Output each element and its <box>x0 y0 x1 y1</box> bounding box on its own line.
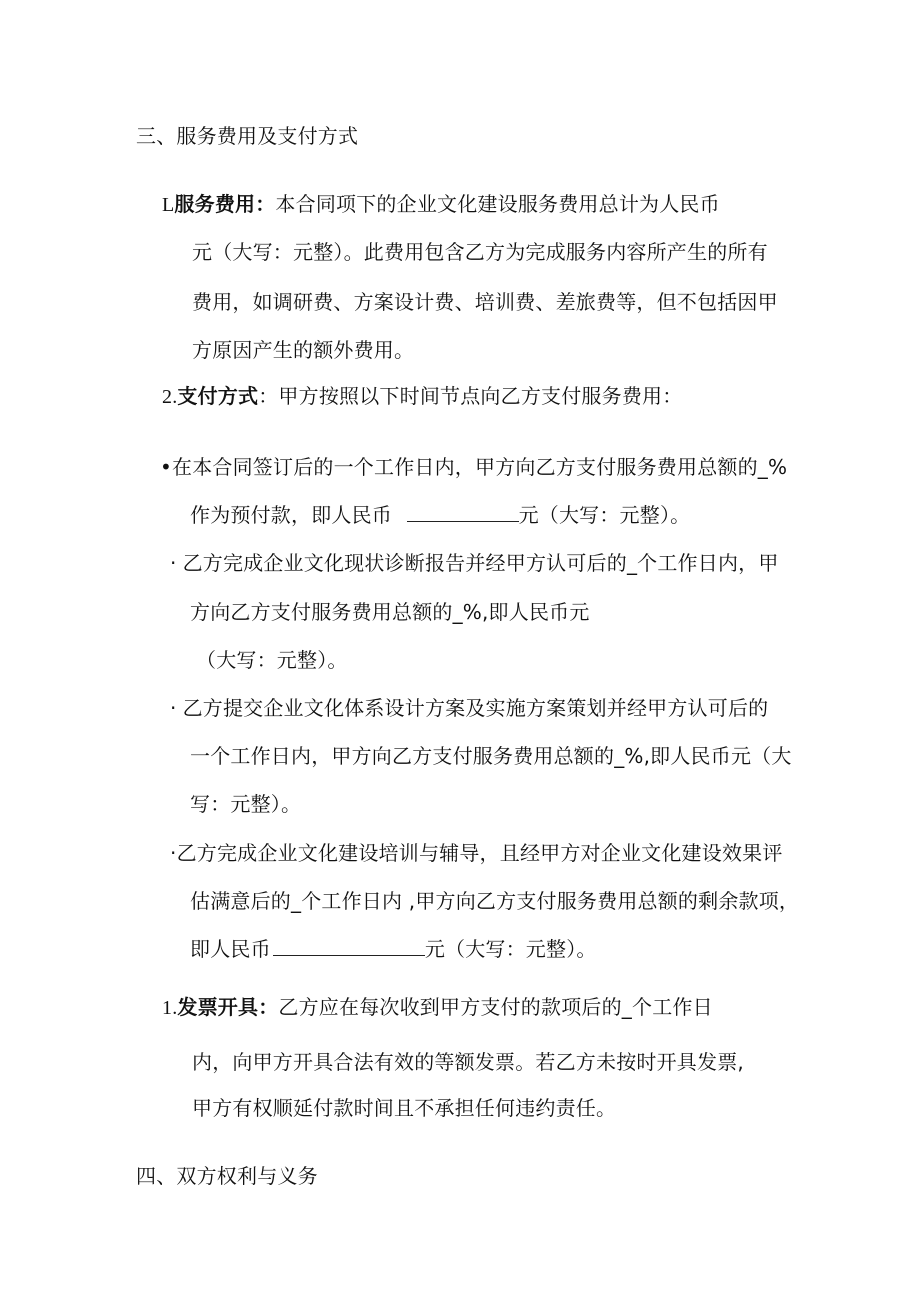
payment-item-1-text-3: 元（大写：元整）。 <box>518 503 691 527</box>
invoice-clause-label: 发票开具： <box>177 995 279 1019</box>
payment-item-3-text-2: 一个工作日内，甲方向乙方支付服务费用总额的_%,即人民币元（大 <box>190 744 792 768</box>
payment-item-3-line-3 <box>190 792 301 816</box>
invoice-clause-line-2 <box>192 1050 744 1074</box>
fee-clause-line-4 <box>192 338 414 362</box>
payment-item-4-text-2: 估满意后的_个工作日内 ,甲方向乙方支付服务费用总额的剩余款项， <box>190 889 800 913</box>
invoice-clause-text-2: 内，向甲方开具合法有效的等额发票。若乙方未按时开具发票, <box>192 1050 744 1074</box>
payment-item-1-amount-blank <box>407 503 519 522</box>
fee-clause-line-3 <box>192 290 778 314</box>
payment-item-1-line-2 <box>190 503 690 527</box>
invoice-clause-text-1: 乙方应在每次收到甲方支付的款项后的_个工作日 <box>278 995 713 1019</box>
payment-item-1-text-2: 作为预付款，即人民币 <box>190 503 392 527</box>
fee-clause-label: 服务费用： <box>174 192 276 216</box>
payment-item-3-line-1 <box>170 696 768 720</box>
invoice-clause-line-1 <box>162 995 713 1020</box>
payment-item-2-line-1 <box>170 551 779 575</box>
fee-clause-line-2 <box>192 240 768 264</box>
payment-item-2-text-2: 方向乙方支付服务费用总额的_%,即人民币元 <box>190 600 590 624</box>
payment-item-2-bullet: · <box>170 551 177 575</box>
section-4-heading <box>136 1164 318 1188</box>
invoice-clause-number: 1. <box>162 997 178 1019</box>
payment-clause-number: 2. <box>162 386 178 408</box>
fee-clause-text-3: 费用，如调研费、方案设计费、培训费、差旅费等，但不包括因甲 <box>192 290 778 314</box>
payment-item-4-text-3: 即人民币 <box>190 937 271 961</box>
payment-item-4-text-1: 乙方完成企业文化建设培训与辅导，且经甲方对企业文化建设效果评 <box>176 841 783 865</box>
payment-item-2-text-3: （大写：元整）。 <box>196 648 348 672</box>
payment-item-4-text-4: 元（大写：元整）。 <box>424 937 597 961</box>
payment-item-1-bullet: • <box>160 455 172 479</box>
invoice-clause-line-3 <box>192 1096 616 1120</box>
payment-item-1-text-1: 在本合同签订后的一个工作日内，甲方向乙方支付服务费用总额的_% <box>172 455 788 479</box>
fee-clause-line-1 <box>162 192 720 217</box>
fee-clause-text-2: 元（大写：元整）。此费用包含乙方为完成服务内容所产生的所有 <box>192 240 768 264</box>
payment-clause-line-1 <box>162 384 682 409</box>
payment-item-2-text-1: 乙方完成企业文化现状诊断报告并经甲方认可后的_个工作日内，甲 <box>182 551 779 575</box>
payment-item-4-line-2 <box>190 889 799 913</box>
payment-item-4-line-3 <box>190 937 597 961</box>
fee-clause-text-4: 方原因产生的额外费用。 <box>192 338 415 362</box>
payment-item-3-text-3: 写：元整）。 <box>190 792 302 816</box>
payment-item-4-bullet: · <box>170 841 177 865</box>
fee-clause-text-1: 本合同项下的企业文化建设服务费用总计为人民币 <box>275 192 720 216</box>
payment-item-2-line-2 <box>190 600 590 624</box>
invoice-clause-text-3: 甲方有权顺延付款时间且不承担任何违约责任。 <box>192 1096 617 1120</box>
payment-clause-text-1: ：甲方按照以下时间节点向乙方支付服务费用： <box>258 384 683 408</box>
payment-item-3-bullet: · <box>170 696 177 720</box>
section-3-heading-text: 三、服务费用及支付方式 <box>136 124 359 148</box>
payment-clause-label: 支付方式 <box>177 384 259 408</box>
fee-clause-number: L <box>162 194 175 216</box>
section-3-heading <box>136 124 358 148</box>
payment-item-1-line-1 <box>160 455 787 479</box>
payment-item-3-line-2 <box>190 744 792 768</box>
payment-item-3-text-1: 乙方提交企业文化体系设计方案及实施方案策划并经甲方认可后的 <box>182 696 769 720</box>
section-4-heading-text: 四、双方权利与义务 <box>136 1164 318 1188</box>
payment-item-4-amount-blank <box>273 937 425 956</box>
payment-item-4-line-1 <box>170 841 783 865</box>
payment-item-2-line-3 <box>196 648 348 672</box>
